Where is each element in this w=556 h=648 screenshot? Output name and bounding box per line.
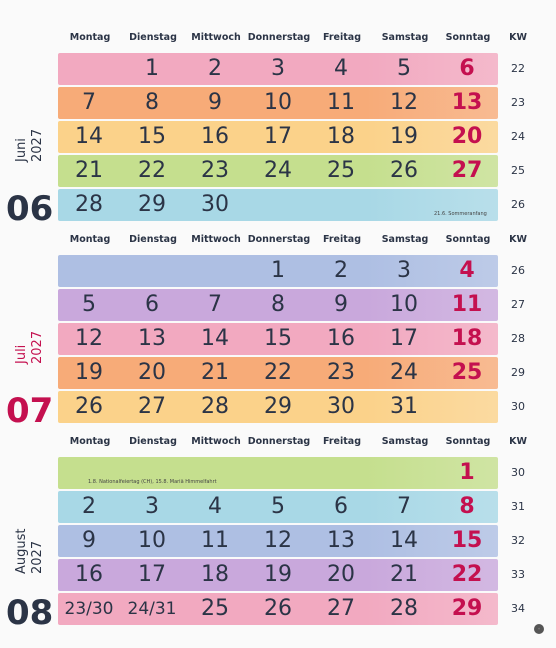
day-date: 21 [201, 360, 229, 385]
weekday-label: Sonntag [445, 234, 491, 245]
day-date: 25 [201, 596, 229, 621]
week-row [58, 391, 498, 423]
day-date: 26 [390, 158, 418, 183]
day-date: 19 [75, 360, 103, 385]
day-date [373, 189, 435, 221]
day-date [247, 457, 309, 489]
sunday-date: 4 [459, 258, 475, 283]
day-date: 23 [201, 158, 229, 183]
weekday-header [58, 28, 556, 48]
week-row [58, 491, 498, 523]
calendar-week-number: 29 [511, 366, 525, 379]
calendar-week-number: 34 [511, 602, 525, 615]
day-date: 2 [208, 56, 222, 81]
month-name: Juli [14, 344, 29, 364]
calendar-week-number: 26 [511, 198, 525, 211]
calendar-week-number: 28 [511, 332, 525, 345]
day-date: 23/30 [64, 599, 114, 619]
weekday-label: Mittwoch [191, 32, 241, 43]
day-date [310, 457, 372, 489]
day-date: 21 [390, 562, 418, 587]
calendar-week-number: 22 [511, 62, 525, 75]
month-year: 2027 [30, 128, 45, 162]
weekday-label: Dienstag [129, 32, 177, 43]
day-date: 30 [327, 394, 355, 419]
sunday-date: 18 [451, 326, 483, 351]
calendar-week-number: 23 [511, 96, 525, 109]
calendar-week-number: 27 [511, 298, 525, 311]
sunday-date: 15 [451, 528, 483, 553]
calendar-week-number: 33 [511, 568, 525, 581]
day-date [310, 189, 372, 221]
sunday-date: 25 [451, 360, 483, 385]
sunday-date: 8 [459, 494, 475, 519]
day-date [58, 53, 120, 85]
week-row [58, 255, 498, 287]
holiday-note: 1.8. Nationalfeiertag (CH), 15.8. Mariä Himmelfahrt [88, 479, 217, 485]
holiday-note: 21.6. Sommeranfang [434, 211, 487, 217]
weekday-label: Donnerstag [247, 234, 311, 245]
kw-header: KW [509, 436, 527, 447]
sunday-date: 20 [451, 124, 483, 149]
sunday-date: 13 [451, 90, 483, 115]
day-date: 11 [201, 528, 229, 553]
week-row [58, 121, 498, 153]
weekday-label: Mittwoch [191, 234, 241, 245]
day-date: 6 [145, 292, 159, 317]
weekday-label: Sonntag [445, 32, 491, 43]
sunday-date: 6 [459, 56, 475, 81]
weekday-label: Dienstag [129, 436, 177, 447]
sunday-date: 27 [451, 158, 483, 183]
day-date: 9 [82, 528, 96, 553]
month-number: 07 [6, 391, 54, 431]
day-date: 7 [397, 494, 411, 519]
sunday-date: 11 [451, 292, 483, 317]
day-date: 9 [334, 292, 348, 317]
day-date: 5 [82, 292, 96, 317]
calendar-week-number: 24 [511, 130, 525, 143]
day-date: 9 [208, 90, 222, 115]
weekday-label: Donnerstag [247, 436, 311, 447]
day-date: 13 [138, 326, 166, 351]
month-name-vertical [14, 129, 46, 162]
day-date: 16 [327, 326, 355, 351]
day-date: 20 [327, 562, 355, 587]
week-row [58, 289, 498, 321]
weekday-label: Freitag [322, 436, 362, 447]
weekday-label: Montag [69, 436, 111, 447]
day-date: 14 [390, 528, 418, 553]
day-date: 27 [138, 394, 166, 419]
day-date [184, 255, 246, 287]
month-name-vertical [14, 529, 46, 575]
day-date: 3 [145, 494, 159, 519]
day-date: 15 [138, 124, 166, 149]
weekday-label: Donnerstag [247, 32, 311, 43]
calendar-week-number: 30 [511, 466, 525, 479]
weekday-label: Sonntag [445, 436, 491, 447]
day-date: 24 [390, 360, 418, 385]
week-row [58, 593, 498, 625]
sunday-date: 22 [451, 562, 483, 587]
weekday-label: Mittwoch [191, 436, 241, 447]
calendar-week-number: 26 [511, 264, 525, 277]
day-date: 28 [201, 394, 229, 419]
day-date: 8 [271, 292, 285, 317]
calendar-week-number: 31 [511, 500, 525, 513]
day-date: 4 [208, 494, 222, 519]
day-date: 25 [327, 158, 355, 183]
day-date: 30 [201, 192, 229, 217]
weekday-label: Samstag [381, 32, 429, 43]
calendar-week-number: 32 [511, 534, 525, 547]
day-date: 12 [390, 90, 418, 115]
day-date: 7 [82, 90, 96, 115]
sunday-date: 29 [451, 596, 483, 621]
weekday-label: Freitag [322, 234, 362, 245]
day-date: 17 [264, 124, 292, 149]
day-date: 5 [397, 56, 411, 81]
day-date: 10 [390, 292, 418, 317]
day-date: 13 [327, 528, 355, 553]
week-row [58, 457, 498, 489]
sunday-date: 1 [459, 460, 475, 485]
day-date: 29 [264, 394, 292, 419]
weekday-label: Samstag [381, 436, 429, 447]
weekday-label: Montag [69, 32, 111, 43]
day-date: 18 [327, 124, 355, 149]
weekday-label: Montag [69, 234, 111, 245]
day-date: 26 [264, 596, 292, 621]
weekday-label: Freitag [322, 32, 362, 43]
week-row [58, 87, 498, 119]
day-date: 31 [390, 394, 418, 419]
day-date: 27 [327, 596, 355, 621]
day-date: 16 [75, 562, 103, 587]
publisher-logo-icon: ◦ [534, 624, 544, 634]
week-row [58, 53, 498, 85]
day-date: 10 [264, 90, 292, 115]
day-date: 24 [264, 158, 292, 183]
calendar-week-number: 25 [511, 164, 525, 177]
day-date: 11 [327, 90, 355, 115]
day-date: 17 [390, 326, 418, 351]
day-date: 6 [334, 494, 348, 519]
day-date: 19 [264, 562, 292, 587]
day-date: 2 [334, 258, 348, 283]
weekday-header [58, 432, 556, 452]
day-date [247, 189, 309, 221]
day-date: 17 [138, 562, 166, 587]
day-date: 8 [145, 90, 159, 115]
day-date: 28 [75, 192, 103, 217]
weekday-header [58, 230, 556, 250]
week-row [58, 525, 498, 557]
day-date: 14 [75, 124, 103, 149]
day-date: 28 [390, 596, 418, 621]
month-name: August [14, 528, 29, 574]
day-date: 23 [327, 360, 355, 385]
day-date: 12 [264, 528, 292, 553]
month-number: 06 [6, 189, 54, 229]
week-row [58, 559, 498, 591]
weekday-label: Samstag [381, 234, 429, 245]
day-date: 14 [201, 326, 229, 351]
month-year: 2027 [30, 330, 45, 364]
week-row [58, 155, 498, 187]
kw-header: KW [509, 234, 527, 245]
calendar-week-number: 30 [511, 400, 525, 413]
day-date: 10 [138, 528, 166, 553]
day-date: 26 [75, 394, 103, 419]
day-date: 20 [138, 360, 166, 385]
day-date [121, 255, 183, 287]
day-date: 15 [264, 326, 292, 351]
week-row [58, 357, 498, 389]
day-date: 22 [138, 158, 166, 183]
day-date: 29 [138, 192, 166, 217]
day-date: 4 [334, 56, 348, 81]
day-date: 18 [201, 562, 229, 587]
day-date: 1 [145, 56, 159, 81]
day-date: 19 [390, 124, 418, 149]
kw-header: KW [509, 32, 527, 43]
day-date: 1 [271, 258, 285, 283]
day-date: 5 [271, 494, 285, 519]
week-row [58, 323, 498, 355]
day-date: 12 [75, 326, 103, 351]
day-date: 21 [75, 158, 103, 183]
month-number: 08 [6, 593, 54, 633]
day-date: 22 [264, 360, 292, 385]
day-date: 7 [208, 292, 222, 317]
month-name: Juni [14, 138, 29, 162]
day-date [58, 255, 120, 287]
weekday-label: Dienstag [129, 234, 177, 245]
day-date: 16 [201, 124, 229, 149]
month-name-vertical [14, 331, 46, 364]
week-row [58, 189, 498, 221]
day-date [373, 457, 435, 489]
month-year: 2027 [30, 540, 45, 574]
day-date: 24/31 [127, 599, 177, 619]
day-date: 2 [82, 494, 96, 519]
day-date: 3 [397, 258, 411, 283]
day-date: 3 [271, 56, 285, 81]
sunday-date [436, 391, 498, 423]
